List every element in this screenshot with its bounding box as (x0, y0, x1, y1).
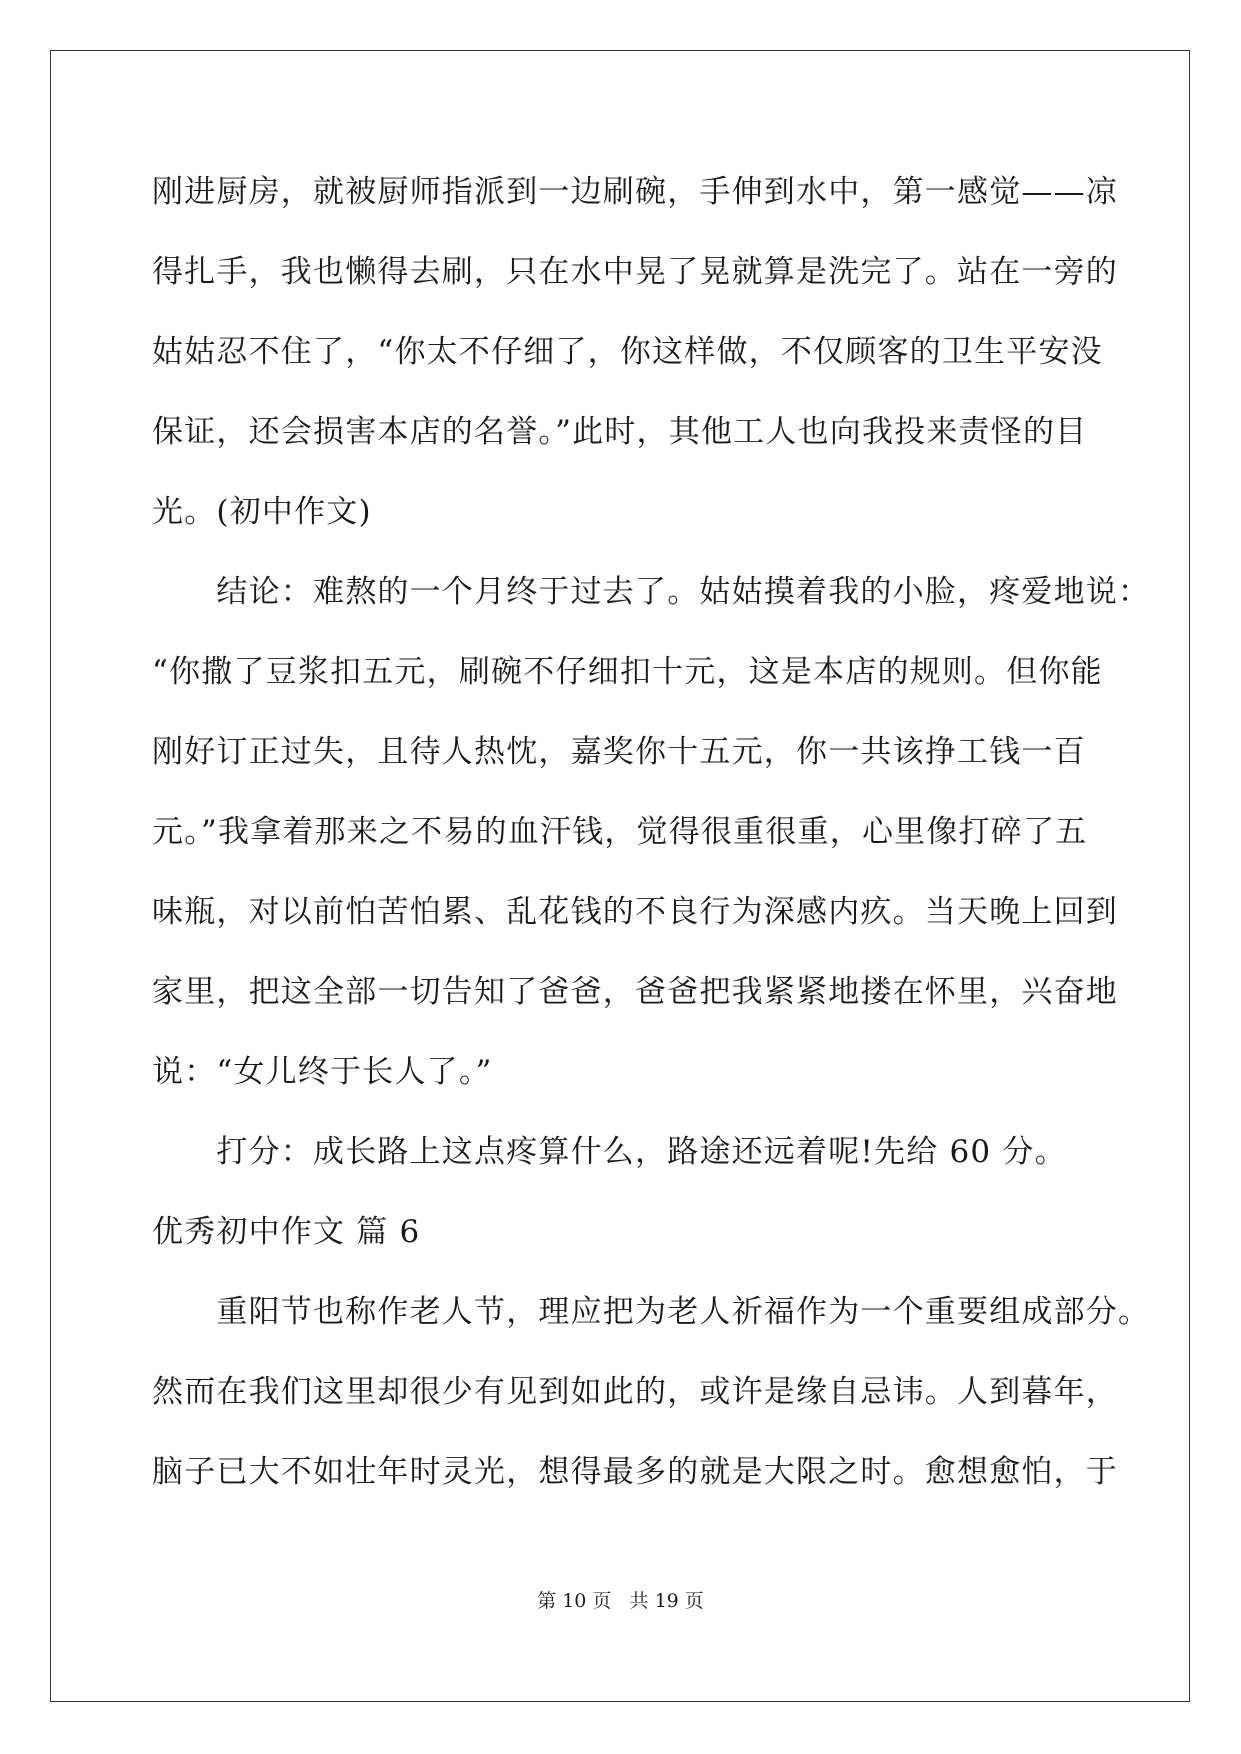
text-line: 得扎手，我也懒得去刷，只在水中晃了晃就算是洗完了。站在一旁的 (152, 254, 1118, 290)
text-line: 味瓶，对以前怕苦怕累、乱花钱的不良行为深感内疚。当天晚上回到 (152, 894, 1118, 930)
text-line: 结论：难熬的一个月终于过去了。姑姑摸着我的小脸，疼爱地说： (152, 574, 1151, 610)
page-number-footer: 第 10 页 共 19 页 (537, 1590, 704, 1612)
text-line: 刚好订正过失，且待人热忱，嘉奖你十五元，你一共该挣工钱一百 (152, 734, 1086, 770)
text-line: 重阳节也称作老人节，理应把为老人祈福作为一个重要组成部分。 (152, 1294, 1151, 1330)
text-line: 打分：成长路上这点疼算什么，路途还远着呢!先给 60 分。 (152, 1134, 1067, 1170)
text-line: 元。”我拿着那来之不易的血汗钱，觉得很重很重，心里像打碎了五 (152, 814, 1088, 850)
text-line: 姑姑忍不住了，“你太不仔细了，你这样做，不仅顾客的卫生平安没 (152, 334, 1103, 370)
text-line: 保证，还会损害本店的名誉。”此时，其他工人也向我投来责怪的目 (152, 414, 1088, 450)
text-line: “你撒了豆浆扣五元，刷碗不仔细扣十元，这是本店的规则。但你能 (152, 654, 1103, 690)
text-line: 然而在我们这里却很少有见到如此的，或许是缘自忌讳。人到暮年， (152, 1374, 1118, 1410)
text-line: 刚进厨房，就被厨师指派到一边刷碗，手伸到水中，第一感觉——凉 (152, 174, 1118, 210)
text-line: 家里，把这全部一切告知了爸爸，爸爸把我紧紧地搂在怀里，兴奋地 (152, 974, 1118, 1010)
text-line: 说：“女儿终于长人了。” (152, 1054, 493, 1090)
text-line: 脑子已大不如壮年时灵光，想得最多的就是大限之时。愈想愈怕，于 (152, 1454, 1118, 1490)
section-heading: 优秀初中作文 篇 6 (152, 1214, 421, 1250)
text-line: 光。(初中作文) (152, 494, 372, 530)
